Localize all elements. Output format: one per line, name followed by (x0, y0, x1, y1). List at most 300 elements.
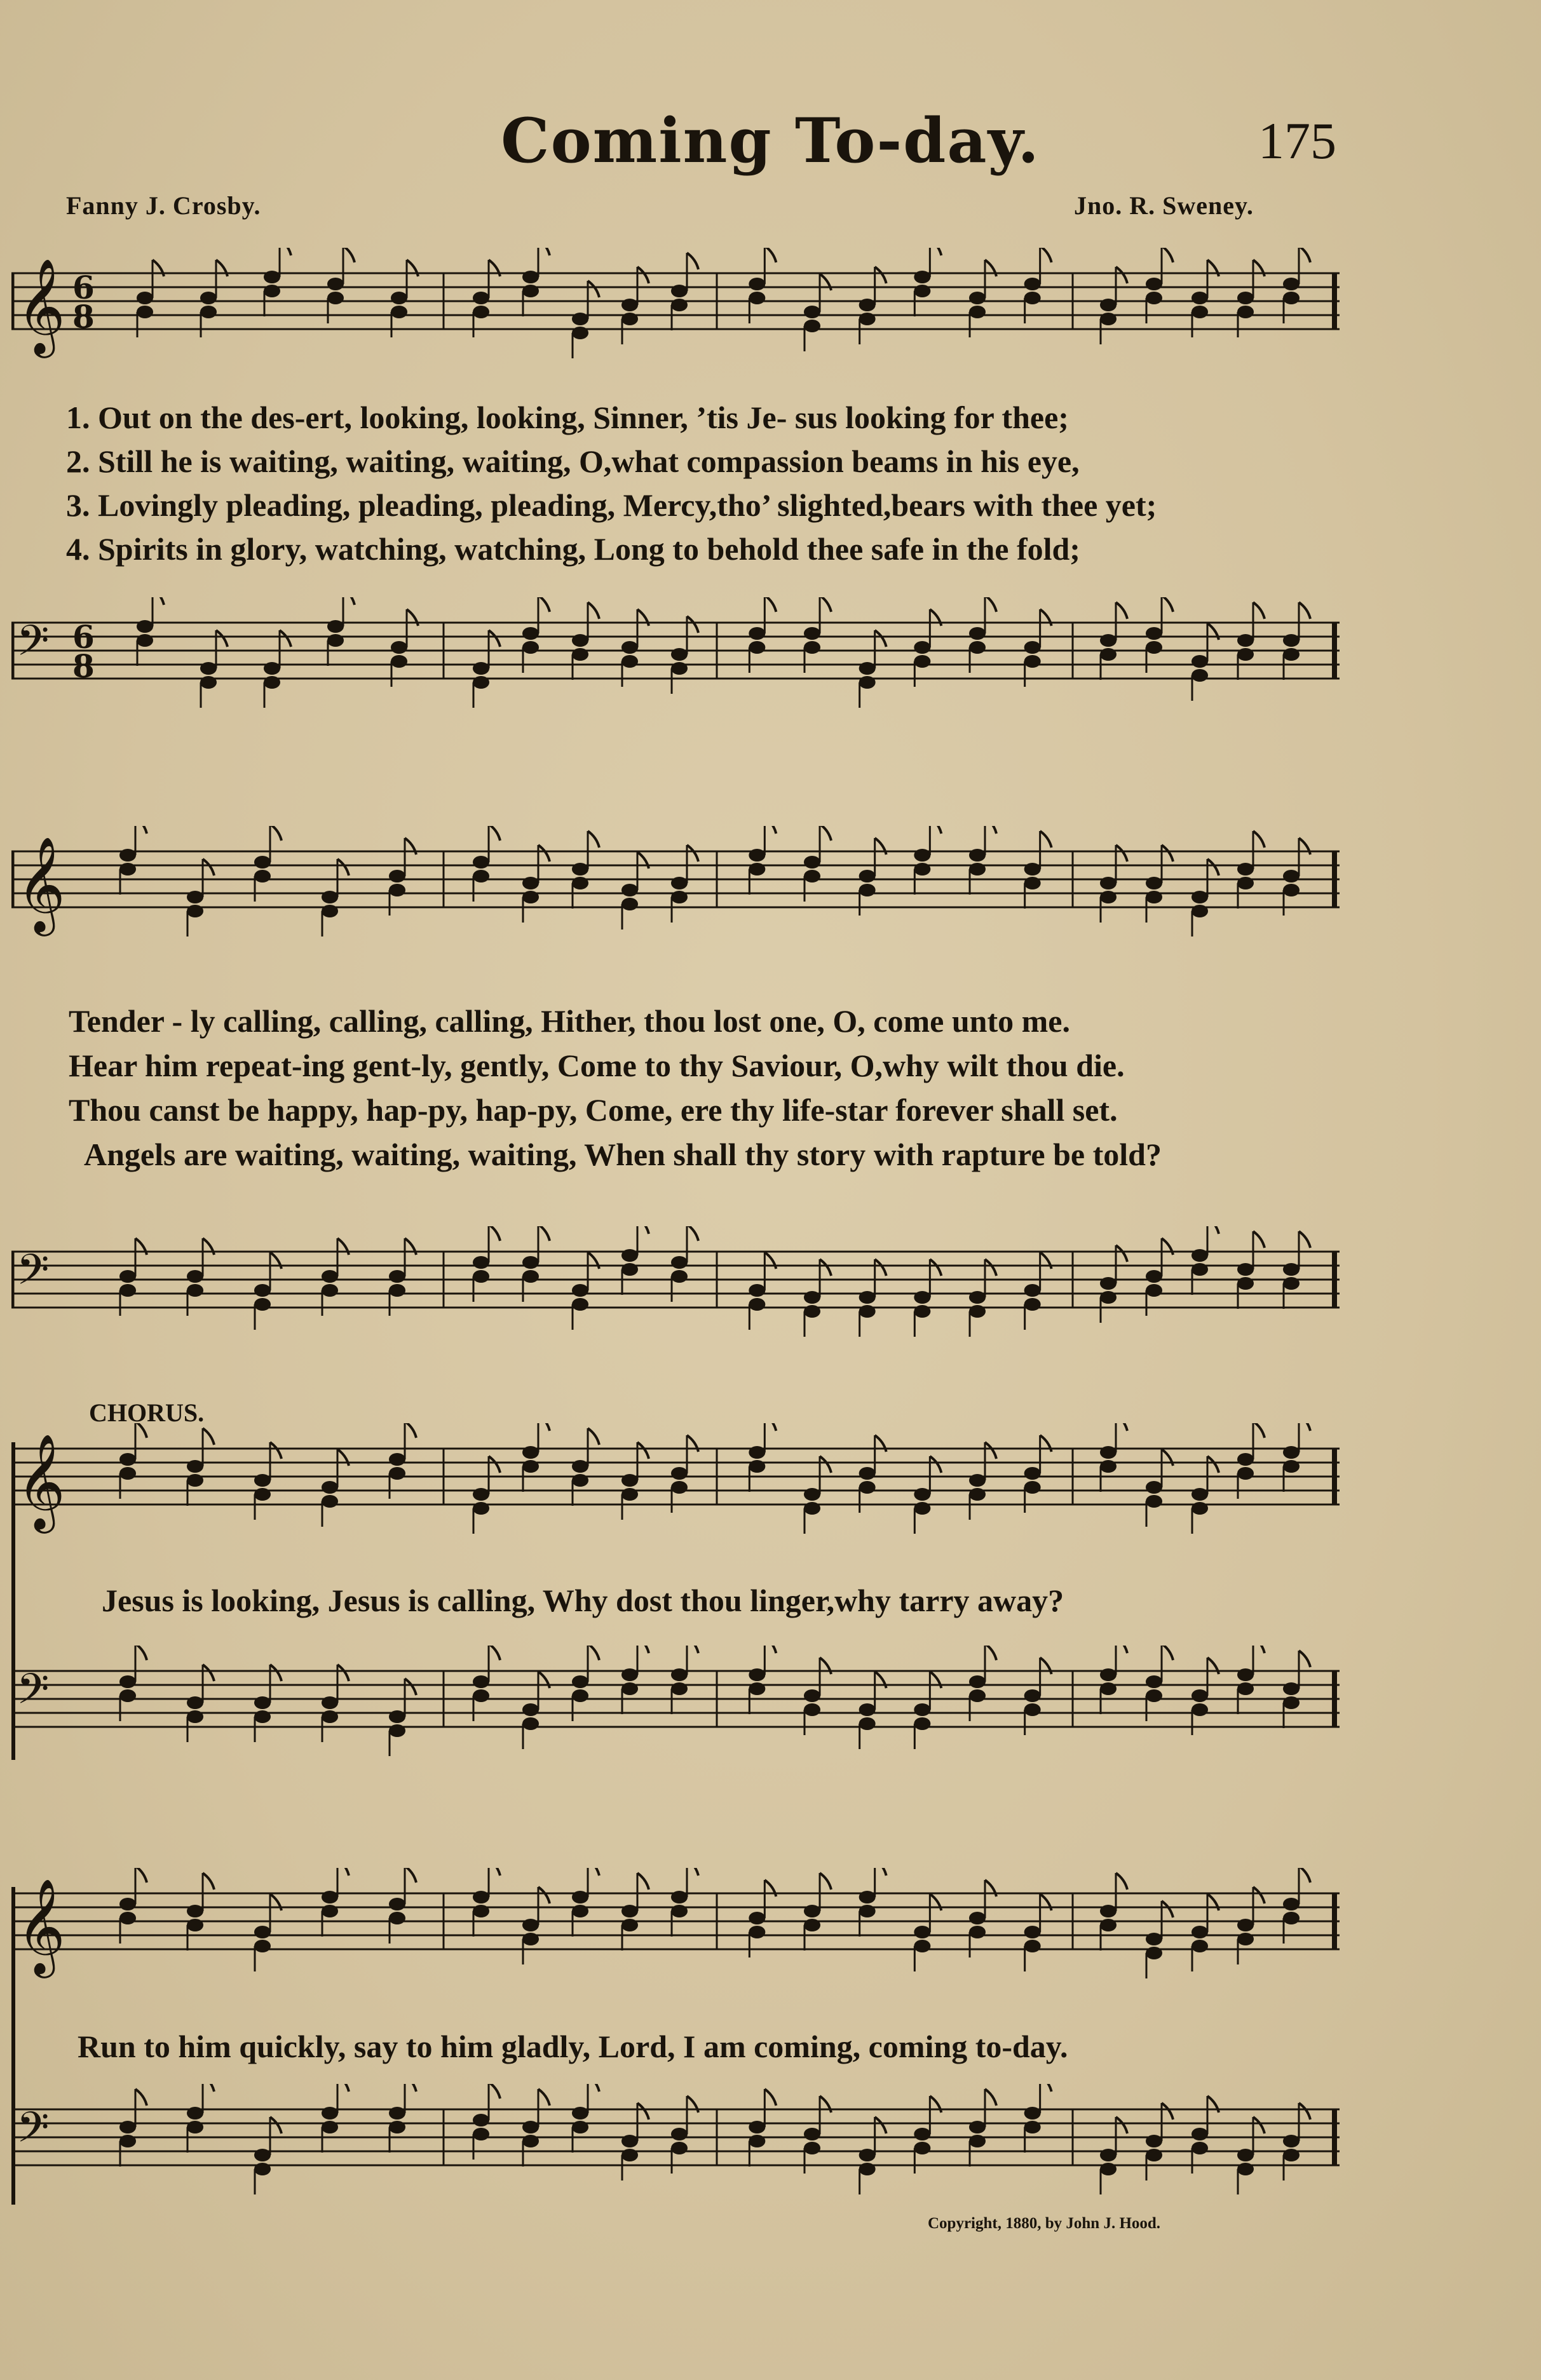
note-head (322, 1710, 338, 1723)
note-flag (637, 267, 649, 283)
note-head (621, 2149, 638, 2161)
note-flag (1299, 602, 1310, 619)
note-head (1191, 655, 1208, 668)
note-head (804, 1689, 820, 1702)
note-head (749, 641, 765, 654)
note-head (671, 648, 688, 661)
note-head (1283, 1263, 1300, 1276)
note-head (621, 1249, 638, 1262)
verse-2-line-1: 2. Still he is waiting, waiting, waiting, O,what compassion beams in his eye, (66, 443, 1080, 479)
note-head (1024, 655, 1041, 668)
verse-4-line-1: 4. Spirits in glory, watching, watching, Long to behold thee safe in the fold; (66, 531, 1080, 567)
note-flag (1162, 1646, 1173, 1660)
note-flag (930, 248, 941, 255)
note-flag (489, 2084, 500, 2099)
note-head (621, 2135, 638, 2147)
note-head (671, 1481, 688, 1494)
note-flag (489, 1226, 500, 1241)
note-head (264, 271, 280, 283)
note-head (1100, 1682, 1117, 1695)
note-head (389, 1898, 405, 1910)
note-flag (764, 2089, 776, 2106)
note-head (1283, 634, 1300, 647)
note-head (1237, 1919, 1254, 1931)
note-flag (985, 826, 996, 834)
note-head (391, 306, 407, 318)
note-head (473, 1256, 489, 1269)
note-head (137, 292, 153, 304)
note-flag (405, 1423, 416, 1438)
note-flag (489, 1456, 500, 1473)
note-head (969, 641, 986, 654)
note-head (969, 863, 986, 876)
note-head (1283, 1460, 1300, 1473)
note-head (1146, 1689, 1162, 1702)
note-head (914, 1717, 930, 1730)
note-head (473, 1905, 489, 1917)
note-head (389, 1724, 405, 1737)
note-head (804, 2142, 820, 2154)
note-head (572, 1891, 588, 1903)
note-head (1146, 1675, 1162, 1688)
note-head (187, 2107, 203, 2120)
note-head (572, 1460, 588, 1473)
bass-staff-3 (11, 1646, 1340, 1773)
note-head (671, 662, 688, 675)
note-head (671, 891, 688, 903)
verse-4-line-2: Angels are waiting, waiting, waiting, When shall thy story with rapture be told? (84, 1137, 1162, 1172)
note-flag (1116, 2117, 1127, 2133)
note-head (473, 1270, 489, 1283)
note-flag (337, 1868, 349, 1876)
note-head (1237, 1668, 1254, 1681)
note-flag (1253, 1646, 1265, 1653)
note-flag (588, 281, 599, 297)
note-head (1237, 1263, 1254, 1276)
note-flag (1116, 1245, 1127, 1262)
note-head (572, 877, 588, 889)
note-head (914, 849, 930, 862)
note-flag (1299, 1423, 1310, 1431)
note-head (254, 1940, 271, 1952)
note-head (1237, 292, 1254, 304)
note-flag (203, 859, 214, 876)
note-flag (203, 2084, 214, 2092)
note-head (749, 863, 765, 876)
note-head (859, 2149, 876, 2161)
note-head (322, 2121, 338, 2133)
note-head (137, 620, 153, 633)
note-head (572, 1905, 588, 1917)
note-flag (1299, 1231, 1310, 1248)
note-head (1237, 877, 1254, 889)
note-flag (588, 831, 599, 848)
note-head (522, 877, 539, 889)
note-head (804, 1291, 820, 1304)
note-head (1237, 306, 1254, 318)
note-head (1146, 1481, 1162, 1494)
bass-staff-2 (11, 1226, 1340, 1353)
note-head (969, 1474, 986, 1487)
note-head (1146, 1284, 1162, 1297)
note-head (322, 1481, 338, 1494)
note-flag (1207, 1456, 1219, 1473)
note-head (119, 1453, 136, 1466)
note-head (264, 662, 280, 675)
note-flag (153, 597, 164, 605)
note-flag (489, 826, 500, 841)
note-head (254, 1488, 271, 1501)
note-head (1283, 1898, 1300, 1910)
note-head (749, 1284, 765, 1297)
note-flag (489, 630, 500, 647)
note-head (1237, 1277, 1254, 1290)
note-head (804, 2128, 820, 2140)
note-head (859, 299, 876, 311)
note-head (187, 1919, 203, 1931)
note-head (119, 1912, 136, 1924)
note-head (1024, 292, 1041, 304)
note-head (1283, 1912, 1300, 1924)
note-flag (1207, 1226, 1219, 1234)
note-flag (405, 1679, 416, 1695)
note-flag (489, 1646, 500, 1660)
note-flag (203, 1428, 214, 1445)
note-head (1024, 1284, 1041, 1297)
note-head (522, 1256, 539, 1269)
note-head (119, 1689, 136, 1702)
note-head (254, 1284, 271, 1297)
note-flag (1253, 1887, 1265, 1903)
note-head (621, 1905, 638, 1917)
chorus-line-2: Run to him quickly, say to him gladly, Lord, I am coming, coming to-day. (78, 2029, 1068, 2064)
note-flag (280, 630, 291, 647)
note-flag (764, 248, 776, 262)
note-head (1100, 1277, 1117, 1290)
bass-staff-4 (11, 2084, 1340, 2211)
note-head (859, 1905, 876, 1917)
note-head (572, 648, 588, 661)
note-head (1146, 1933, 1162, 1945)
treble-staff-4 (11, 1868, 1340, 1995)
note-head (200, 306, 217, 318)
note-head (264, 285, 280, 297)
note-head (389, 1467, 405, 1480)
time-signature-top: 6 (72, 618, 95, 656)
note-head (572, 1675, 588, 1688)
note-flag (337, 2084, 349, 2092)
note-head (671, 1467, 688, 1480)
note-flag (930, 826, 941, 834)
note-head (671, 877, 688, 889)
note-flag (203, 1873, 214, 1890)
note-flag (538, 845, 550, 862)
note-flag (216, 630, 227, 647)
note-head (1146, 1495, 1162, 1508)
verse-3-line-2: Thou canst be happy, hap-py, hap-py, Come, ere thy life-star forever shall set. (69, 1092, 1118, 1128)
note-head (1191, 1940, 1208, 1952)
note-flag (985, 597, 996, 612)
note-head (1024, 863, 1041, 876)
note-flag (538, 597, 550, 612)
note-flag (637, 1646, 649, 1653)
note-head (969, 1675, 986, 1688)
note-head (859, 1891, 876, 1903)
note-flag (820, 1873, 831, 1890)
note-head (1100, 2163, 1117, 2175)
note-head (621, 884, 638, 896)
note-head (749, 627, 765, 640)
note-flag (203, 1665, 214, 1681)
note-head (522, 1933, 539, 1945)
bass-staff-1 (11, 597, 1340, 724)
verse-1-line-2: Tender - ly calling, calling, calling, Hither, thou lost one, O, come unto me. (69, 1003, 1070, 1039)
note-flag (1116, 1873, 1127, 1890)
note-flag (1116, 602, 1127, 619)
note-flag (637, 1226, 649, 1234)
note-head (749, 1912, 765, 1924)
note-flag (764, 826, 776, 834)
note-head (859, 1291, 876, 1304)
note-head (914, 1305, 930, 1318)
note-head (1024, 278, 1041, 290)
note-flag (820, 597, 831, 612)
note-head (391, 292, 407, 304)
note-head (327, 620, 344, 633)
note-head (671, 2142, 688, 2154)
note-head (200, 676, 217, 689)
note-head (1191, 669, 1208, 682)
note-head (804, 641, 820, 654)
treble-staff-2 (11, 826, 1340, 953)
note-head (1191, 1249, 1208, 1262)
note-head (1283, 1277, 1300, 1290)
note-head (1100, 2149, 1117, 2161)
note-head (572, 1474, 588, 1487)
note-head (522, 285, 539, 297)
note-flag (985, 2089, 996, 2106)
note-head (1283, 2135, 1300, 2147)
note-head (572, 1284, 588, 1297)
note-flag (1116, 1646, 1127, 1653)
note-head (914, 2128, 930, 2140)
note-head (969, 1689, 986, 1702)
note-flag (538, 248, 550, 255)
note-head (187, 905, 203, 917)
note-head (1146, 2135, 1162, 2147)
note-head (804, 1488, 820, 1501)
note-flag (637, 1873, 649, 1890)
note-head (264, 676, 280, 689)
note-head (391, 655, 407, 668)
note-head (1024, 1689, 1041, 1702)
note-flag (1299, 1868, 1310, 1883)
note-flag (930, 1259, 941, 1276)
note-head (254, 870, 271, 882)
chorus-line-1: Jesus is looking, Jesus is calling, Why dost thou linger,why tarry away? (102, 1583, 1064, 1618)
note-head (322, 1891, 338, 1903)
note-head (322, 1696, 338, 1709)
note-flag (343, 248, 355, 262)
note-head (621, 1682, 638, 1695)
note-flag (489, 1868, 500, 1876)
note-head (1191, 292, 1208, 304)
note-head (1100, 1919, 1117, 1931)
note-head (621, 313, 638, 325)
note-head (389, 1284, 405, 1297)
note-head (914, 1291, 930, 1304)
note-head (572, 2121, 588, 2133)
note-head (1024, 1467, 1041, 1480)
note-head (1024, 1703, 1041, 1716)
note-flag (1299, 2103, 1310, 2120)
note-head (1024, 877, 1041, 889)
note-head (914, 2142, 930, 2154)
note-head (522, 1270, 539, 1283)
note-head (1191, 1263, 1208, 1276)
note-head (389, 884, 405, 896)
note-head (187, 1460, 203, 1473)
time-signature-bottom: 8 (72, 298, 95, 335)
note-head (473, 306, 489, 318)
note-head (389, 1270, 405, 1283)
treble-clef-icon: 𝄞 (17, 1433, 65, 1529)
note-head (322, 1495, 338, 1508)
note-flag (270, 1665, 282, 1681)
note-head (473, 1488, 489, 1501)
note-head (1283, 2149, 1300, 2161)
note-head (327, 292, 344, 304)
note-head (254, 2149, 271, 2161)
note-head (473, 856, 489, 869)
note-head (389, 1453, 405, 1466)
note-head (473, 1891, 489, 1903)
note-head (859, 313, 876, 325)
note-head (322, 2107, 338, 2120)
note-head (1100, 1446, 1117, 1459)
note-head (671, 1891, 688, 1903)
note-head (1283, 648, 1300, 661)
note-head (1237, 634, 1254, 647)
note-head (621, 1668, 638, 1681)
note-head (1283, 1682, 1300, 1695)
note-head (119, 1467, 136, 1480)
note-head (522, 1703, 539, 1716)
note-head (322, 905, 338, 917)
note-flag (875, 1868, 886, 1876)
note-head (671, 299, 688, 311)
note-head (621, 299, 638, 311)
note-head (1100, 1668, 1117, 1681)
note-flag (764, 597, 776, 612)
note-flag (1253, 1231, 1265, 1248)
note-head (671, 1256, 688, 1269)
note-head (572, 1689, 588, 1702)
note-head (1146, 1947, 1162, 1959)
note-flag (820, 1259, 831, 1276)
note-head (522, 627, 539, 640)
note-flag (637, 2103, 649, 2120)
note-head (749, 1460, 765, 1473)
note-head (671, 1905, 688, 1917)
note-head (1024, 1298, 1041, 1311)
note-head (1237, 2163, 1254, 2175)
note-head (1237, 1933, 1254, 1945)
note-head (671, 1668, 688, 1681)
note-head (859, 870, 876, 882)
note-head (1100, 634, 1117, 647)
note-head (327, 278, 344, 290)
note-head (1283, 870, 1300, 882)
note-head (1146, 2149, 1162, 2161)
note-head (1237, 1453, 1254, 1466)
note-head (572, 634, 588, 647)
note-head (804, 306, 820, 318)
note-head (969, 1291, 986, 1304)
note-head (914, 271, 930, 283)
note-head (119, 863, 136, 876)
note-head (1191, 905, 1208, 917)
note-head (200, 292, 217, 304)
note-head (389, 1912, 405, 1924)
note-flag (588, 602, 599, 619)
note-head (473, 870, 489, 882)
note-head (522, 1717, 539, 1730)
note-head (749, 1298, 765, 1311)
note-flag (875, 2117, 886, 2133)
note-head (1100, 877, 1117, 889)
note-head (1024, 2107, 1041, 2120)
note-head (119, 1898, 136, 1910)
note-head (969, 1912, 986, 1924)
chorus-label: CHORUS. (89, 1398, 205, 1427)
note-head (749, 2135, 765, 2147)
note-flag (1162, 248, 1173, 262)
bass-clef-icon: 𝄢 (17, 616, 50, 675)
note-flag (1162, 845, 1173, 862)
note-flag (1116, 845, 1127, 862)
note-head (1237, 1467, 1254, 1480)
note-head (572, 2107, 588, 2120)
note-flag (1040, 2084, 1052, 2092)
verse-2-line-2: Hear him repeat-ing gent-ly, gently, Come to thy Saviour, O,why wilt thou die. (69, 1048, 1125, 1083)
note-head (914, 1488, 930, 1501)
note-head (804, 1305, 820, 1318)
note-head (1191, 891, 1208, 903)
note-head (473, 1675, 489, 1688)
note-flag (588, 1646, 599, 1660)
note-flag (270, 1442, 282, 1459)
note-flag (135, 1868, 147, 1883)
note-head (1191, 1689, 1208, 1702)
note-flag (135, 826, 147, 834)
note-head (859, 1717, 876, 1730)
note-head (137, 306, 153, 318)
note-flag (687, 1646, 698, 1653)
note-head (187, 1474, 203, 1487)
note-head (187, 1284, 203, 1297)
treble-staff-1 (11, 248, 1340, 375)
note-head (671, 2128, 688, 2140)
treble-clef-icon: 𝄞 (17, 835, 65, 932)
note-head (969, 306, 986, 318)
page-number: 175 (1258, 112, 1336, 170)
note-flag (1299, 248, 1310, 262)
note-flag (588, 1428, 599, 1445)
note-head (749, 1682, 765, 1695)
note-head (572, 313, 588, 325)
note-flag (687, 1226, 698, 1241)
